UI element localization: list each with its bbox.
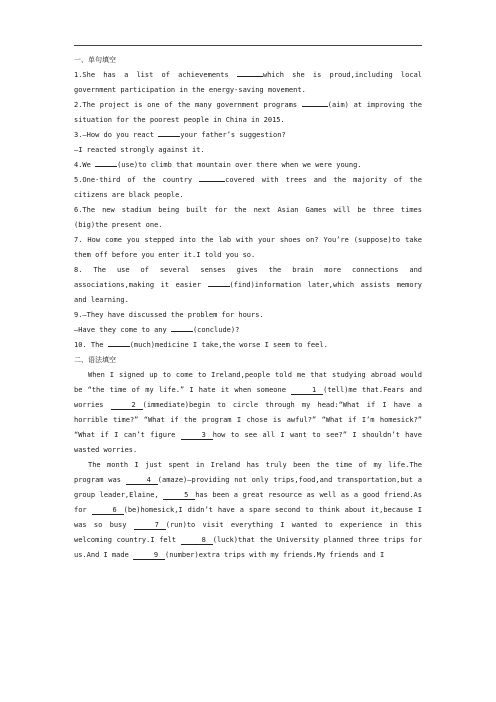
question-3-reply: —I reacted strongly against it. bbox=[74, 146, 205, 154]
answer-blank bbox=[171, 323, 193, 332]
answer-blank bbox=[302, 98, 328, 107]
question-9: 9.—They have discussed the problem for hours. bbox=[74, 311, 264, 319]
answer-blank bbox=[237, 68, 263, 77]
numbered-blank: 5 bbox=[163, 491, 195, 500]
top-rule bbox=[74, 45, 422, 46]
numbered-blank: 4 bbox=[126, 476, 158, 485]
answer-blank bbox=[199, 173, 225, 182]
numbered-blank: 7 bbox=[134, 521, 166, 530]
question-6: 6.The new stadium being built for the next Asian Games will be three times (big)the present one. bbox=[74, 206, 422, 229]
question-10: 10. The (much)medicine I take,the worse I seem to feel. bbox=[74, 338, 422, 353]
passage-paragraph-2: The month I just spent in Ireland has truly been the time of my life.The program was 4 (amaze)—providing not only trips,food,and transportation,but a group leader,Elaine, 5 has been a great resource as well as a good friend.As for 6 (be)homesick,I didn’t have a spare second to think about it,because I was so busy 7 (run)to visit everything I wanted to experience in this welcoming country.I felt 8 (luck)that the University planned three trips for us.And I made 9 (number)extra trips with my friends.My friends and I bbox=[74, 461, 423, 559]
numbered-blank: 2 bbox=[111, 401, 143, 410]
answer-blank bbox=[108, 338, 130, 347]
question-4: 4.We (use)to climb that mountain over there when we were young. bbox=[74, 158, 422, 173]
numbered-blank: 3 bbox=[181, 431, 213, 440]
section1-title: 一、单句填空 bbox=[74, 56, 116, 64]
question-9-reply: —Have they come to any (conclude)? bbox=[74, 323, 422, 338]
numbered-blank: 1 bbox=[291, 386, 323, 395]
answer-blank bbox=[95, 158, 117, 167]
numbered-blank: 9 bbox=[133, 551, 165, 560]
question-5: 5.One-third of the country covered with trees and the majority of the citizens are black people. bbox=[74, 173, 422, 203]
numbered-blank: 8 bbox=[181, 536, 213, 545]
passage-paragraph-1: When I signed up to come to Ireland,people told me that studying abroad would be “the time of my life.” I hate it when someone 1 (tell)me that.Fears and worries 2 (immediate)begin to circle through my head:“What if I have a horrible time?” “What if the program I chose is awful?” “What if I’m homesick?” “What if I can’t figure 3 how to see all I want to see?” I shouldn’t have wasted worries. bbox=[74, 371, 422, 454]
question-7: 7. How come you stepped into the lab with your shoes on? You’re (suppose)to take them off before you enter it.I told you so. bbox=[74, 236, 422, 259]
answer-blank bbox=[158, 128, 180, 137]
numbered-blank: 6 bbox=[92, 506, 124, 515]
document-body bbox=[74, 53, 422, 563]
question-3: 3.—How do you react your father’s suggestion? bbox=[74, 128, 422, 143]
question-2: 2.The project is one of the many government programs (aim) at improving the situation for the poorest people in China in 2015. bbox=[74, 98, 422, 128]
question-1: 1.She has a list of achievements which she is proud,including local government participation in the energy-saving movement. bbox=[74, 68, 422, 98]
answer-blank bbox=[208, 278, 230, 287]
question-8: 8. The use of several senses gives the brain more connections and associations,making it easier (find)information later,which assists memory and learning. bbox=[74, 266, 422, 304]
section2-title: 二、语法填空 bbox=[74, 356, 116, 364]
